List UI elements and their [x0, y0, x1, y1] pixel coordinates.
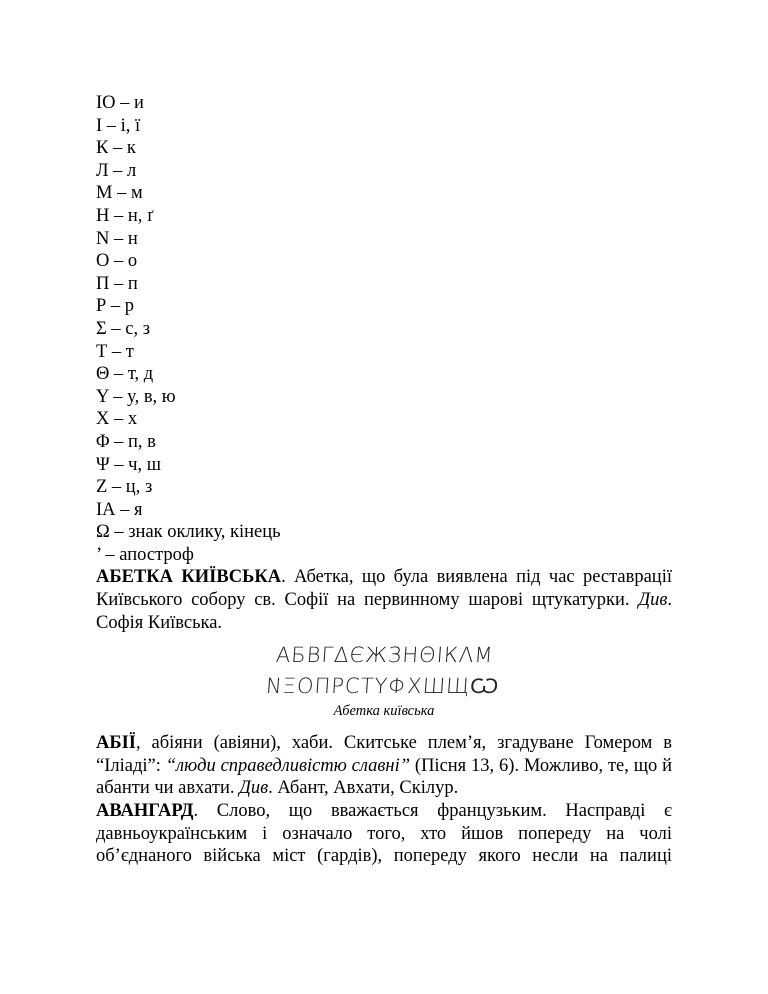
- entry-text: . Абетка, що була виявлена під час реставрації Київського собору св. Софії на первинному шарові щтукатурки.: [96, 567, 672, 611]
- alphabet-line: ІО – и: [96, 93, 144, 113]
- alphabet-line: Н – н, ґ: [96, 205, 154, 226]
- inscription-line: ΝΞΟΠΡСТΥΦΧШЩѠ: [265, 674, 501, 699]
- alphabet-line: ’ – апостроф: [96, 544, 194, 565]
- alphabet-line: N – н: [96, 228, 138, 249]
- entry-headword: АБІЇ: [96, 733, 136, 754]
- alphabet-line: Х – х: [96, 409, 138, 430]
- figure-caption: Абетка київська: [333, 703, 435, 720]
- entry-text: . Софія Київська.: [96, 590, 672, 633]
- alphabet-line: Θ – т, д: [96, 364, 154, 385]
- figure: [96, 640, 672, 720]
- alphabet-line: ІА – я: [96, 499, 143, 520]
- alphabet-line: Σ – с, з: [96, 318, 151, 339]
- alphabet-line: П – п: [96, 273, 138, 294]
- inscription-line: ΑБВГΔЄЖЗΗΘІКΛΜ: [275, 643, 495, 668]
- alphabet-list: [96, 92, 672, 566]
- alphabet-line: Ψ – ч, ш: [96, 454, 161, 475]
- entry-headword: АБЕТКА КИЇВСЬКА: [96, 567, 282, 588]
- entry-text: , абіяни (авіяни), хаби. Скитське плем’я, згадуване Гомером в “Іліаді”:: [96, 733, 672, 776]
- quote: “люди справедливістю славні”: [165, 755, 411, 776]
- document-page: [96, 92, 672, 868]
- entry-abetka-kyivska: [96, 566, 672, 634]
- entry-text: . Слово, що вважається французьким. Насправді є давньоукраїнським і означало того, хто йшов попереду на чолі об’єднаного війська міст (гардів), попереду якого несли на палиці: [96, 801, 672, 867]
- entry-text: (Пісня 13, 6). Можливо, те, що й абанти чи авхати.: [96, 755, 672, 799]
- entry-text: . Абант, Авхати, Скілур.: [268, 778, 459, 799]
- alphabet-line: О – о: [96, 251, 138, 272]
- alphabet-line: Υ – у, в, ю: [96, 386, 176, 407]
- alphabet-line: К – к: [96, 138, 136, 159]
- alphabet-line: М – м: [96, 183, 143, 204]
- alphabet-line: Ω – знак оклику, кінець: [96, 522, 281, 543]
- alphabet-line: Л – л: [96, 160, 137, 181]
- alphabet-line: Z – ц, з: [96, 477, 153, 498]
- alphabet-line: І – і, ї: [96, 115, 141, 136]
- entry-abii: [96, 732, 672, 800]
- cross-reference-label: Див: [239, 778, 269, 799]
- entry-headword: АВАНГАРД: [96, 801, 194, 822]
- cross-reference-label: Див: [638, 590, 668, 611]
- entry-avangard: [96, 800, 672, 868]
- alphabet-line: Φ – п, в: [96, 431, 156, 452]
- inscription-image: [265, 640, 503, 702]
- alphabet-line: Р – р: [96, 296, 135, 317]
- alphabet-line: Т – т: [96, 341, 134, 362]
